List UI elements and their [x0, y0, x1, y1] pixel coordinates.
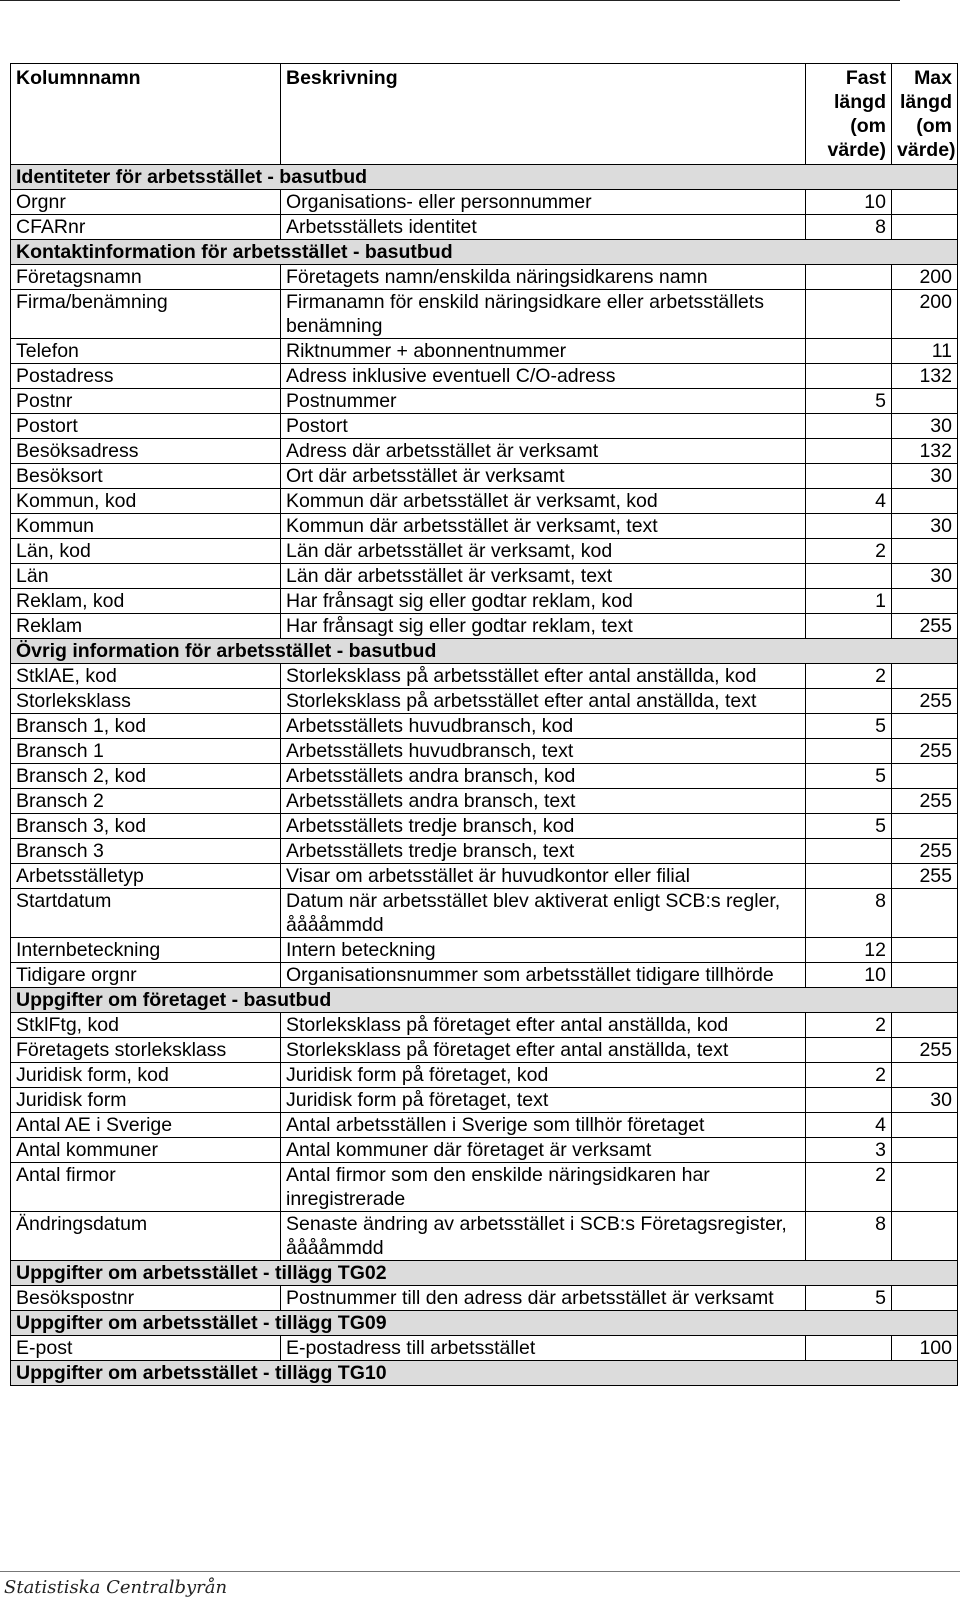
description-cell: Senaste ändring av arbetsstället i SCB:s Företagsregister, ååååmmdd — [281, 1212, 806, 1261]
header-fixed-length — [806, 64, 892, 165]
column-name-cell: Län — [11, 564, 281, 589]
max-length-cell — [892, 1286, 958, 1311]
table-row — [11, 1013, 958, 1038]
column-name-cell: Bransch 1 — [11, 739, 281, 764]
column-name-cell: Bransch 3 — [11, 839, 281, 864]
header-fixed-length-line: Fast — [845, 67, 886, 89]
fixed-length-cell — [806, 290, 892, 339]
table-row — [11, 539, 958, 564]
description-cell: Arbetsställets tredje bransch, text — [281, 839, 806, 864]
column-name-cell: StklFtg, kod — [11, 1013, 281, 1038]
header-fixed-length-line: längd — [834, 91, 886, 113]
column-name-cell: Internbeteckning — [11, 938, 281, 963]
max-length-cell: 132 — [892, 364, 958, 389]
column-name-cell: Juridisk form, kod — [11, 1063, 281, 1088]
table-row — [11, 589, 958, 614]
max-length-cell: 11 — [892, 339, 958, 364]
description-cell: Postnummer — [281, 389, 806, 414]
max-length-cell — [892, 539, 958, 564]
table-row — [11, 889, 958, 938]
fixed-length-cell: 2 — [806, 1013, 892, 1038]
fixed-length-cell — [806, 439, 892, 464]
table-row — [11, 215, 958, 240]
column-name-cell: Startdatum — [11, 889, 281, 938]
fixed-length-cell — [806, 564, 892, 589]
description-cell: Ort där arbetsstället är verksamt — [281, 464, 806, 489]
column-name-cell: Telefon — [11, 339, 281, 364]
column-name-cell: Företagets storleksklass — [11, 1038, 281, 1063]
fixed-length-cell — [806, 364, 892, 389]
column-name-cell: Besöksadress — [11, 439, 281, 464]
description-cell: Arbetsställets huvudbransch, kod — [281, 714, 806, 739]
section-row — [11, 988, 958, 1013]
table-header-row — [11, 64, 958, 165]
max-length-cell: 200 — [892, 290, 958, 339]
column-name-cell: Tidigare orgnr — [11, 963, 281, 988]
description-cell: Storleksklass på företaget efter antal anställda, kod — [281, 1013, 806, 1038]
column-name-cell: StklAE, kod — [11, 664, 281, 689]
table-row — [11, 290, 958, 339]
column-name-cell: Postort — [11, 414, 281, 439]
table-row — [11, 764, 958, 789]
column-name-cell: Reklam — [11, 614, 281, 639]
field-spec-table — [10, 63, 958, 1386]
fixed-length-cell: 4 — [806, 489, 892, 514]
description-cell: Datum när arbetsstället blev aktiverat enligt SCB:s regler, ååååmmdd — [281, 889, 806, 938]
column-name-cell: Besöksort — [11, 464, 281, 489]
max-length-cell: 255 — [892, 1038, 958, 1063]
column-name-cell: Reklam, kod — [11, 589, 281, 614]
column-name-cell: Orgnr — [11, 190, 281, 215]
description-cell: Län där arbetsstället är verksamt, text — [281, 564, 806, 589]
table-row — [11, 1138, 958, 1163]
max-length-cell — [892, 1163, 958, 1212]
fixed-length-cell: 2 — [806, 664, 892, 689]
column-name-cell: Företagsnamn — [11, 265, 281, 290]
description-cell: Antal arbetsställen i Sverige som tillhör företaget — [281, 1113, 806, 1138]
column-name-cell: Bransch 2 — [11, 789, 281, 814]
table-row — [11, 938, 958, 963]
description-cell: Postort — [281, 414, 806, 439]
fixed-length-cell: 10 — [806, 190, 892, 215]
fixed-length-cell — [806, 864, 892, 889]
description-cell: Visar om arbetsstället är huvudkontor eller filial — [281, 864, 806, 889]
fixed-length-cell — [806, 339, 892, 364]
max-length-cell: 200 — [892, 265, 958, 290]
section-row — [11, 1311, 958, 1336]
table-row — [11, 564, 958, 589]
max-length-cell — [892, 889, 958, 938]
header-max-length — [892, 64, 958, 165]
description-cell: Storleksklass på arbetsstället efter antal anställda, text — [281, 689, 806, 714]
description-cell: E-postadress till arbetsstället — [281, 1336, 806, 1361]
table-row — [11, 489, 958, 514]
table-row — [11, 814, 958, 839]
max-length-cell — [892, 190, 958, 215]
max-length-cell — [892, 938, 958, 963]
fixed-length-cell: 1 — [806, 589, 892, 614]
column-name-cell: Postnr — [11, 389, 281, 414]
table-row — [11, 789, 958, 814]
header-fixed-length-line: (om — [850, 115, 886, 137]
max-length-cell — [892, 1063, 958, 1088]
table-row — [11, 389, 958, 414]
max-length-cell — [892, 1212, 958, 1261]
max-length-cell: 30 — [892, 1088, 958, 1113]
column-name-cell: Besökspostnr — [11, 1286, 281, 1311]
description-cell: Adress inklusive eventuell C/O-adress — [281, 364, 806, 389]
section-title: Uppgifter om arbetsstället - tillägg TG02 — [11, 1261, 958, 1286]
table-row — [11, 864, 958, 889]
column-name-cell: Firma/benämning — [11, 290, 281, 339]
description-cell: Arbetsställets huvudbransch, text — [281, 739, 806, 764]
fixed-length-cell: 3 — [806, 1138, 892, 1163]
max-length-cell — [892, 1113, 958, 1138]
max-length-cell: 255 — [892, 739, 958, 764]
table-row — [11, 339, 958, 364]
header-description: Beskrivning — [281, 64, 806, 165]
table-row — [11, 514, 958, 539]
table-row — [11, 664, 958, 689]
column-name-cell: Antal AE i Sverige — [11, 1113, 281, 1138]
description-cell: Intern beteckning — [281, 938, 806, 963]
description-cell: Postnummer till den adress där arbetsstället är verksamt — [281, 1286, 806, 1311]
description-cell: Län där arbetsstället är verksamt, kod — [281, 539, 806, 564]
fixed-length-cell: 5 — [806, 814, 892, 839]
column-name-cell: Arbetsställetyp — [11, 864, 281, 889]
description-cell: Organisationsnummer som arbetsstället tidigare tillhörde — [281, 963, 806, 988]
description-cell: Arbetsställets andra bransch, text — [281, 789, 806, 814]
description-cell: Storleksklass på företaget efter antal anställda, text — [281, 1038, 806, 1063]
section-row — [11, 1361, 958, 1386]
column-name-cell: Bransch 2, kod — [11, 764, 281, 789]
table-row — [11, 414, 958, 439]
table-row — [11, 1286, 958, 1311]
header-max-length-line: (om — [916, 115, 952, 137]
max-length-cell: 255 — [892, 614, 958, 639]
description-cell: Har frånsagt sig eller godtar reklam, text — [281, 614, 806, 639]
section-title: Uppgifter om företaget - basutbud — [11, 988, 958, 1013]
fixed-length-cell — [806, 614, 892, 639]
column-name-cell: CFARnr — [11, 215, 281, 240]
description-cell: Företagets namn/enskilda näringsidkarens namn — [281, 265, 806, 290]
fixed-length-cell: 10 — [806, 963, 892, 988]
table-row — [11, 190, 958, 215]
column-name-cell: Antal firmor — [11, 1163, 281, 1212]
fixed-length-cell: 2 — [806, 539, 892, 564]
table-row — [11, 1212, 958, 1261]
max-length-cell: 255 — [892, 789, 958, 814]
section-title: Övrig information för arbetsstället - basutbud — [11, 639, 958, 664]
column-name-cell: Antal kommuner — [11, 1138, 281, 1163]
table-row — [11, 739, 958, 764]
max-length-cell: 132 — [892, 439, 958, 464]
fixed-length-cell — [806, 414, 892, 439]
section-row — [11, 639, 958, 664]
table-row — [11, 839, 958, 864]
table-row — [11, 1163, 958, 1212]
fixed-length-cell — [806, 1088, 892, 1113]
column-name-cell: Bransch 1, kod — [11, 714, 281, 739]
table-row — [11, 1113, 958, 1138]
fixed-length-cell — [806, 689, 892, 714]
max-length-cell: 30 — [892, 464, 958, 489]
fixed-length-cell — [806, 1038, 892, 1063]
fixed-length-cell — [806, 464, 892, 489]
fixed-length-cell — [806, 514, 892, 539]
section-title: Identiteter för arbetsstället - basutbud — [11, 165, 958, 190]
fixed-length-cell: 8 — [806, 889, 892, 938]
max-length-cell: 255 — [892, 839, 958, 864]
column-name-cell: Ändringsdatum — [11, 1212, 281, 1261]
max-length-cell: 100 — [892, 1336, 958, 1361]
max-length-cell — [892, 714, 958, 739]
fixed-length-cell: 8 — [806, 1212, 892, 1261]
section-row — [11, 165, 958, 190]
description-cell: Juridisk form på företaget, text — [281, 1088, 806, 1113]
column-name-cell: Juridisk form — [11, 1088, 281, 1113]
description-cell: Arbetsställets tredje bransch, kod — [281, 814, 806, 839]
top-rule — [0, 0, 900, 1]
column-name-cell: Postadress — [11, 364, 281, 389]
max-length-cell: 30 — [892, 564, 958, 589]
section-row — [11, 240, 958, 265]
fixed-length-cell — [806, 839, 892, 864]
description-cell: Antal firmor som den enskilde näringsidkaren har inregistrerade — [281, 1163, 806, 1212]
description-cell: Kommun där arbetsstället är verksamt, text — [281, 514, 806, 539]
table-row — [11, 1038, 958, 1063]
fixed-length-cell: 4 — [806, 1113, 892, 1138]
fixed-length-cell: 5 — [806, 389, 892, 414]
column-name-cell: Bransch 3, kod — [11, 814, 281, 839]
max-length-cell: 255 — [892, 864, 958, 889]
table-row — [11, 364, 958, 389]
description-cell: Storleksklass på arbetsstället efter antal anställda, kod — [281, 664, 806, 689]
table-row — [11, 689, 958, 714]
fixed-length-cell: 5 — [806, 1286, 892, 1311]
max-length-cell — [892, 489, 958, 514]
fixed-length-cell: 8 — [806, 215, 892, 240]
footer-rule — [0, 1571, 960, 1572]
fixed-length-cell: 2 — [806, 1063, 892, 1088]
header-max-length-line: värde) — [897, 139, 956, 161]
header-max-length-line: Max — [914, 67, 952, 89]
description-cell: Juridisk form på företaget, kod — [281, 1063, 806, 1088]
column-name-cell: Kommun, kod — [11, 489, 281, 514]
fixed-length-cell: 5 — [806, 764, 892, 789]
column-name-cell: Län, kod — [11, 539, 281, 564]
description-cell: Arbetsställets andra bransch, kod — [281, 764, 806, 789]
section-title: Uppgifter om arbetsstället - tillägg TG10 — [11, 1361, 958, 1386]
header-column-name: Kolumnnamn — [11, 64, 281, 165]
section-title: Kontaktinformation för arbetsstället - basutbud — [11, 240, 958, 265]
max-length-cell — [892, 814, 958, 839]
column-name-cell: Kommun — [11, 514, 281, 539]
max-length-cell: 30 — [892, 514, 958, 539]
max-length-cell — [892, 963, 958, 988]
section-row — [11, 1261, 958, 1286]
footer-publisher: Statistiska Centralbyrån — [4, 1577, 228, 1598]
table-row — [11, 1088, 958, 1113]
max-length-cell — [892, 764, 958, 789]
table-row — [11, 1063, 958, 1088]
max-length-cell — [892, 1013, 958, 1038]
description-cell: Organisations- eller personnummer — [281, 190, 806, 215]
table-row — [11, 265, 958, 290]
fixed-length-cell — [806, 1336, 892, 1361]
fixed-length-cell: 2 — [806, 1163, 892, 1212]
max-length-cell — [892, 215, 958, 240]
table-row — [11, 714, 958, 739]
max-length-cell — [892, 664, 958, 689]
header-max-length-line: längd — [900, 91, 952, 113]
column-name-cell: E-post — [11, 1336, 281, 1361]
table-body — [11, 165, 958, 1386]
fixed-length-cell: 12 — [806, 938, 892, 963]
description-cell: Firmanamn för enskild näringsidkare eller arbetsställets benämning — [281, 290, 806, 339]
table-row — [11, 1336, 958, 1361]
fixed-length-cell — [806, 739, 892, 764]
description-cell: Har frånsagt sig eller godtar reklam, kod — [281, 589, 806, 614]
max-length-cell: 30 — [892, 414, 958, 439]
max-length-cell — [892, 389, 958, 414]
fixed-length-cell — [806, 789, 892, 814]
description-cell: Riktnummer + abonnentnummer — [281, 339, 806, 364]
fixed-length-cell: 5 — [806, 714, 892, 739]
fixed-length-cell — [806, 265, 892, 290]
table-row — [11, 439, 958, 464]
table-row — [11, 963, 958, 988]
section-title: Uppgifter om arbetsstället - tillägg TG09 — [11, 1311, 958, 1336]
max-length-cell: 255 — [892, 689, 958, 714]
max-length-cell — [892, 589, 958, 614]
description-cell: Antal kommuner där företaget är verksamt — [281, 1138, 806, 1163]
max-length-cell — [892, 1138, 958, 1163]
description-cell: Adress där arbetsstället är verksamt — [281, 439, 806, 464]
description-cell: Kommun där arbetsstället är verksamt, kod — [281, 489, 806, 514]
header-fixed-length-line: värde) — [827, 139, 886, 161]
description-cell: Arbetsställets identitet — [281, 215, 806, 240]
column-name-cell: Storleksklass — [11, 689, 281, 714]
table-row — [11, 464, 958, 489]
table-row — [11, 614, 958, 639]
